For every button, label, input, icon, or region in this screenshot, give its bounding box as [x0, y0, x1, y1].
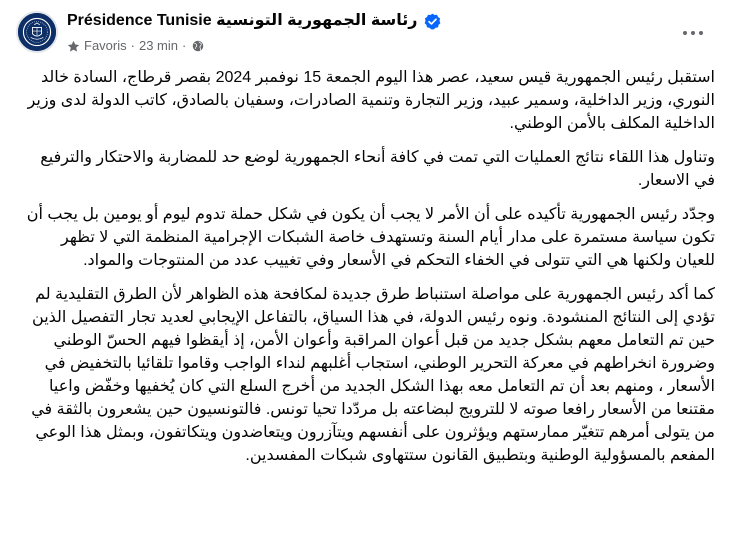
more-options-dot — [699, 31, 703, 35]
post-timestamp[interactable]: 23 min — [138, 38, 178, 53]
verified-badge-icon — [424, 13, 441, 30]
tunisia-presidency-seal-icon — [18, 13, 56, 51]
page-name-link[interactable] — [67, 11, 441, 31]
more-options-dot — [691, 31, 695, 35]
page-avatar[interactable] — [16, 11, 58, 53]
star-icon — [67, 40, 80, 53]
more-options-icon — [683, 31, 687, 35]
audience-label[interactable]: Favoris — [84, 38, 127, 53]
more-options-button[interactable] — [675, 18, 711, 48]
post-meta — [67, 37, 204, 55]
page-name[interactable]: Présidence Tunisie رئاسة الجمهورية التونسية — [67, 12, 418, 29]
meta-separator: · — [130, 38, 135, 53]
post-paragraph-3: وجدّد رئيس الجمهورية تأكيده على أن الأمر لا يجب أن يكون في شكل حملة تدوم ليوم أو يومين بل يجب أن تكون سياسة مستمرة على مدار أيام السنة وتستهدف خاصة الشبكات الإجرامية المنظمة التي لا تظهر للعيان ولكنها هي التي تتولى في الخفاء التحكم في الأسعار وفي تغييب عدد من المنتوجات والمواد. — [26, 206, 715, 269]
meta-separator-2: · — [182, 38, 187, 53]
post-body — [18, 66, 715, 478]
post-paragraph-4: كما أكد رئيس الجمهورية على مواصلة استنباط طرق جديدة لمكافحة هذه الظواهر لأن الطرق التقليدية لم تؤدي إلى النتائج المنشودة. ونوه رئيس الدولة، في هذا السياق، بالتفاعل الإيجابي لعديد تجار التفصيل الذين حين تم التعامل معهم بشكل جديد من قبل أعوان المراقبة وأعوان الأمن، إذ أيقظوا فيهم الحسّ الوطني وضرورة انخراطهم في معركة التحرير الوطني، استجاب أغلبهم لنداء الواجب وقاموا تلقائيا بالتخفيض في الأسعار ، ومنهم بعد أن تم التعامل معه بهذا الشكل الجديد من أخرج السلع التي كان يُخفيها وخفّض واعيا مقتنعا من الأسعار رافعا صوته لا للترويج لبضاعته بل مردّدا تحيا تونس. فالتونسيون حين يشعرون بالثقة في من يتولى أمرهم تتغيّر ممارستهم ويؤثرون على أنفسهم ويتآزرون ويتعاضدون ويتكاتفون، وبمثل هذا الوعي المفعم بالمسؤولية الوطنية وبتطبيق القانون ستتهاوى شبكات المفسدين. — [31, 286, 715, 464]
globe-icon[interactable] — [192, 40, 204, 52]
post-paragraph-1: استقبل رئيس الجمهورية قيس سعيد، عصر هذا اليوم الجمعة 15 نوفمبر 2024 بقصر قرطاج، السادة خالد النوري، وزير الداخلية، وسمير عبيد، وزير التجارة وتنمية الصادرات، وسفيان بالصادق، كاتب الدولة لدى وزير الداخلية المكلف بالأمن الوطني. — [27, 69, 715, 132]
post-paragraph-2: وتناول هذا اللقاء نتائج العمليات التي تمت في كافة أنحاء الجمهورية لوضع حد للمضاربة والاحتكار والترفيع في الاسعار. — [40, 149, 715, 189]
